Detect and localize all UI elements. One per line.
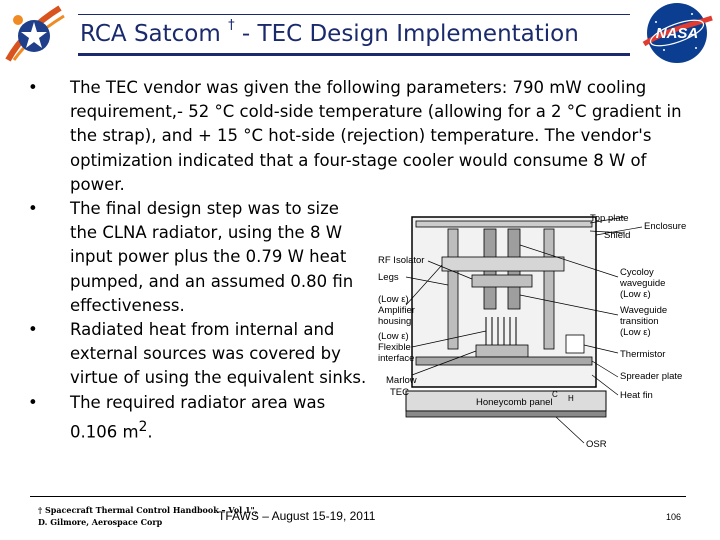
- rf-isolator-shape: [472, 275, 532, 287]
- label-marlow: Marlow: [386, 375, 417, 386]
- label-rf-isolator: RF Isolator: [378, 255, 425, 266]
- bullet-text: The TEC vendor was given the following parameters: 790 mW cooling requirement,- 52 °C cold-side temperature (allowing for a 2 °C gradient in the strap), and + 15 °C hot-side (rejection) temperature. The vendor's optimization indicated that a four-stage cooler would consume 8 W of power.: [70, 78, 682, 194]
- bullet-item: [26, 76, 700, 197]
- conference-label: TFAWS – August 15-19, 2011: [218, 509, 376, 523]
- label-osr: OSR: [586, 439, 607, 450]
- label-flexible: Flexible: [378, 342, 411, 353]
- label-shield: Shield: [604, 230, 631, 241]
- footnote-2: D. Gilmore, Aerospace Corp: [38, 517, 163, 527]
- label-honeycomb-panel: Honeycomb panel: [476, 397, 553, 408]
- label-waveguide: waveguide: [620, 278, 666, 289]
- bullet-dot: •: [28, 392, 38, 412]
- label-low-e-4: (Low ε): [620, 327, 651, 338]
- bullet-dot: •: [28, 78, 38, 97]
- label-low-e-1: (Low ε): [378, 294, 409, 305]
- label-transition: transition: [620, 316, 659, 327]
- osr-shape: [406, 411, 606, 417]
- svg-text:NASA: NASA: [655, 25, 699, 42]
- leg-right: [544, 229, 554, 349]
- label-low-e-3: (Low ε): [620, 289, 651, 300]
- amplifier-housing: [442, 257, 564, 271]
- label-waveguide-2: Waveguide: [620, 305, 668, 316]
- thermistor-shape: [566, 335, 584, 353]
- bullet-dot: •: [28, 199, 38, 219]
- label-top-plate: Top plate: [590, 213, 629, 224]
- bullet-text: The final design step was to size the CLNA radiator, using the 8 W input power plus the 0.79 W heat pumped, and an assumed 0.80 fin effectiveness.: [70, 199, 354, 315]
- bullet-text: Radiated heat from internal and external sources was covered by virtue of using the equivalent sinks.: [70, 320, 367, 388]
- label-tec: TEC: [390, 387, 409, 398]
- label-housing: housing: [378, 316, 412, 327]
- bullet-item: [26, 318, 370, 391]
- page-number: 106: [666, 512, 682, 522]
- bullet-dot: •: [28, 320, 38, 340]
- label-enclosure: Enclosure: [644, 221, 687, 232]
- page-title: [80, 18, 579, 47]
- title-dagger: †: [228, 18, 235, 34]
- title-rest: - TEC Design Implementation: [234, 21, 579, 47]
- tfaws-logo: [4, 2, 70, 64]
- title-main: RCA Satcom: [80, 21, 221, 47]
- tec-assembly-diagram: [376, 205, 702, 455]
- label-interface: interface: [378, 353, 415, 364]
- bullet-sup: 2: [138, 418, 148, 435]
- label-thermistor: Thermistor: [620, 349, 666, 360]
- bullet-item: [26, 197, 370, 318]
- label-spreader-plate: Spreader plate: [620, 371, 683, 382]
- tec-shape: [476, 345, 528, 357]
- label-c: C: [552, 390, 558, 399]
- top-plate-shape: [416, 221, 592, 227]
- footer-divider: [30, 496, 686, 497]
- title-bar: [78, 14, 630, 56]
- label-low-e-2: (Low ε): [378, 331, 409, 342]
- nasa-logo: [636, 0, 718, 66]
- label-cycoloy: Cycoloy: [620, 267, 654, 278]
- leg-left: [448, 229, 458, 349]
- label-legs: Legs: [378, 272, 399, 283]
- bullet-tail: .: [147, 422, 153, 442]
- label-h: H: [568, 394, 574, 403]
- footnote-1: † Spacecraft Thermal Control Handbook – Vol 1",: [38, 505, 258, 515]
- bullet-text: The required radiator area was 0.106 m: [70, 392, 326, 442]
- label-heat-fin: Heat fin: [620, 390, 653, 401]
- bullet-item: [26, 391, 370, 445]
- label-amplifier: Amplifier: [378, 305, 415, 316]
